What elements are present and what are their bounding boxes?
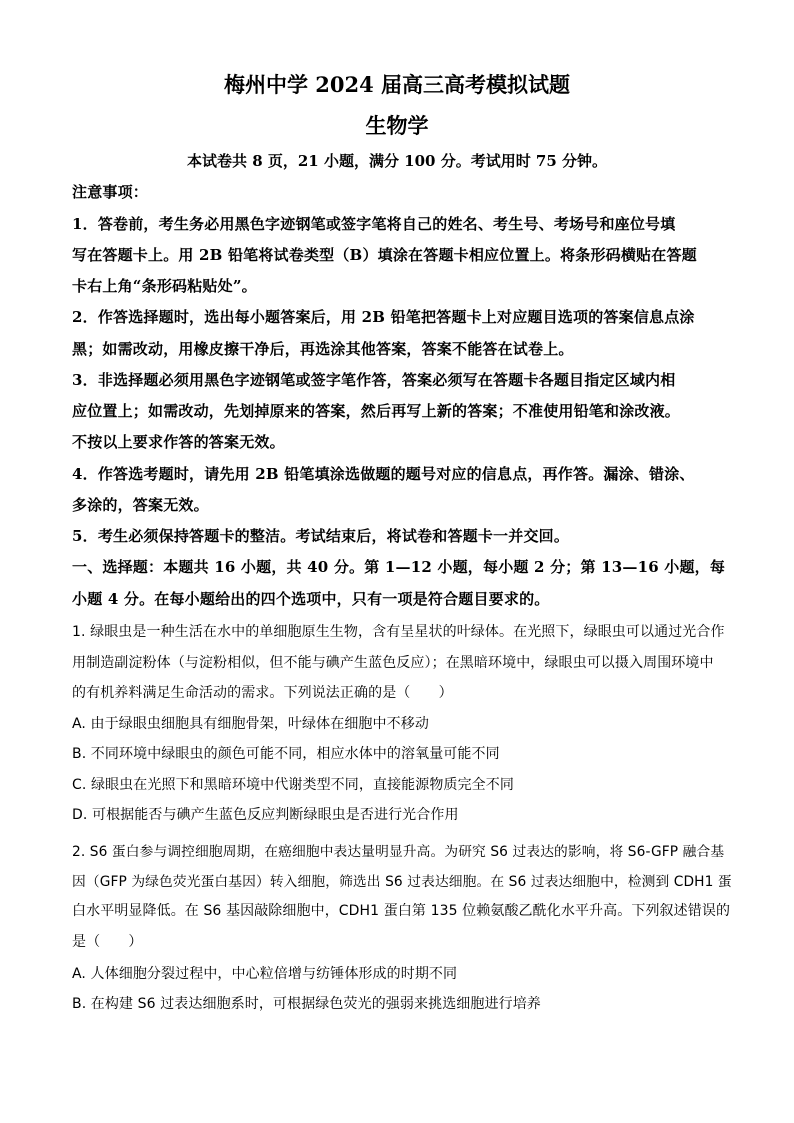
notes-line: 4．作答选考题时，请先用 2B 铅笔填涂选做题的题号对应的信息点，再作答。漏涂、错涂、 bbox=[72, 465, 695, 483]
notes-line: 卡右上角“条形码粘贴处”。 bbox=[72, 277, 257, 295]
notes-line: 1．答卷前，考生务必用黑色字迹钢笔或签字笔将自己的姓名、考生号、考场号和座位号填 bbox=[72, 215, 676, 233]
question-option: B. 不同环境中绿眼虫的颜色可能不同，相应水体中的溶氧量可能不同 bbox=[72, 746, 500, 762]
notes-heading: 注意事项： bbox=[72, 183, 149, 201]
subject-title: 生物学 bbox=[365, 113, 429, 138]
question-stem: 2. S6 蛋白参与调控细胞周期，在癌细胞中表达量明显升高。为研究 S6 过表达的影响，将 S6-GFP 融合基 bbox=[72, 844, 725, 860]
notes-line: 5．考生必须保持答题卡的整洁。考试结束后，将试卷和答题卡一并交回。 bbox=[72, 527, 570, 545]
notes-line: 应位置上；如需改动，先划掉原来的答案，然后再写上新的答案；不准使用铅笔和涂改液。 bbox=[72, 402, 681, 420]
question-stem: 是（ ） bbox=[72, 934, 143, 950]
notes-line: 写在答题卡上。用 2B 铅笔将试卷类型（B）填涂在答题卡相应位置上。将条形码横贴在答题 bbox=[72, 246, 697, 264]
notes-line: 2．作答选择题时，选出每小题答案后，用 2B 铅笔把答题卡上对应题目选项的答案信息点涂 bbox=[72, 308, 695, 326]
question-stem: 的有机养料满足生命活动的需求。下列说法正确的是（ ） bbox=[72, 685, 453, 701]
question-option: C. 绿眼虫在光照下和黑暗环境中代谢类型不同，直接能源物质完全不同 bbox=[72, 777, 514, 793]
question-stem: 因（GFP 为绿色荧光蛋白基因）转入细胞，筛选出 S6 过表达细胞。在 S6 过表达细胞中，检测到 CDH1 蛋 bbox=[72, 874, 732, 890]
question-stem: 白水平明显降低。在 S6 基因敲除细胞中，CDH1 蛋白第 135 位赖氨酸乙酰化水平升高。下列叙述错误的 bbox=[72, 903, 731, 919]
section-heading: 一、选择题：本题共 16 小题，共 40 分。第 1—12 小题，每小题 2 分；第 13—16 小题，每 bbox=[72, 558, 726, 576]
notes-line: 3．非选择题必须用黑色字迹钢笔或签字笔作答，答案必须写在答题卡各题目指定区域内相 bbox=[72, 371, 676, 389]
exam-info: 本试卷共 8 页，21 小题，满分 100 分。考试用时 75 分钟。 bbox=[186, 152, 608, 170]
question-option: D. 可根据能否与碘产生蓝色反应判断绿眼虫是否进行光合作用 bbox=[72, 807, 459, 823]
notes-line: 不按以上要求作答的答案无效。 bbox=[72, 433, 285, 451]
question-option: A. 人体细胞分裂过程中，中心粒倍增与纺锤体形成的时期不同 bbox=[72, 966, 458, 982]
question-option: B. 在构建 S6 过表达细胞系时，可根据绿色荧光的强弱来挑选细胞进行培养 bbox=[72, 996, 541, 1012]
section-heading: 小题 4 分。在每小题给出的四个选项中，只有一项是符合题目要求的。 bbox=[72, 590, 550, 608]
question-stem: 1. 绿眼虫是一种生活在水中的单细胞原生生物，含有呈星状的叶绿体。在光照下，绿眼虫可以通过光合作 bbox=[72, 624, 725, 640]
exam-title: 梅州中学 2024 届高三高考模拟试题 bbox=[223, 72, 571, 97]
question-stem: 用制造副淀粉体（与淀粉相似，但不能与碘产生蓝色反应）；在黑暗环境中，绿眼虫可以摄入周围环境中 bbox=[72, 655, 714, 671]
question-option: A. 由于绿眼虫细胞具有细胞骨架，叶绿体在细胞中不移动 bbox=[72, 716, 429, 732]
notes-line: 黑；如需改动，用橡皮擦干净后，再选涂其他答案，答案不能答在试卷上。 bbox=[72, 340, 574, 358]
notes-line: 多涂的，答案无效。 bbox=[72, 496, 209, 514]
